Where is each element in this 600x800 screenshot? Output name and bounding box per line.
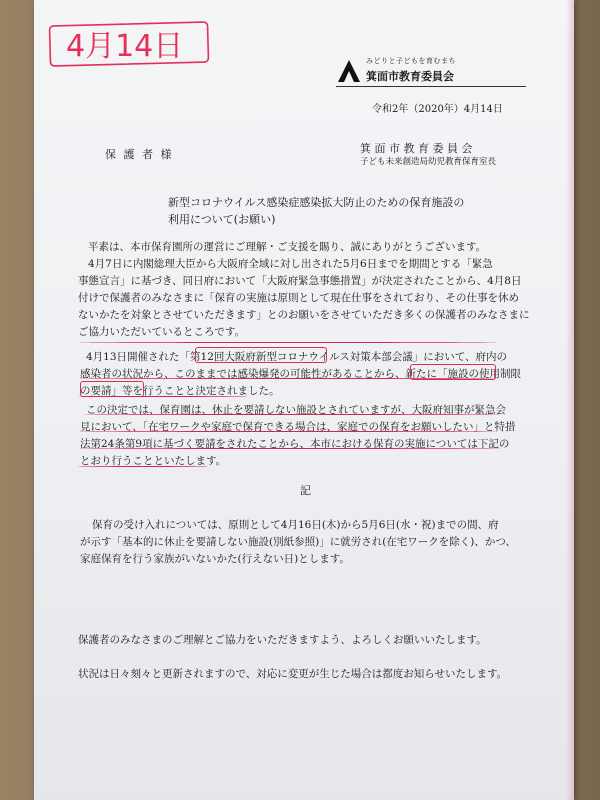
marker-underline [82,414,502,415]
handwritten-date-text: 4月14日 [66,29,184,64]
paragraph-2-line: 4月7日に内閣総理大臣から大阪府全域に対し出された5月6日までを期間とする「緊急 [88,258,493,270]
paragraph-3-line: 4月13日開催された「第12回大阪府新型コロナウイルス対策本部会議」において、府内の [86,351,508,363]
paragraph-5-line: 家庭保育を行う家族がいないかた(行えない日)とします。 [80,553,350,565]
paragraph-4-line: とおり行うことといたします。 [80,455,227,467]
paragraph-4-line: 法第24条第9項に基づく要請をされたことから、本市における保育の実施については下記の [80,438,510,450]
paragraph-4-line: この決定では、保育園は、休止を要請しない施設とされていますが、大阪府知事が緊急会 [86,404,506,416]
highlight-box [80,381,144,397]
paragraph-2-line: 付けで保護者のみなさまに「保育の実施は原則として現在仕事をされており、その仕事を休め [78,292,519,304]
logo-rule [336,86,526,87]
ki-heading: 記 [300,484,311,497]
doc-title-line-1: 新型コロナウイルス感染症感染拡大防止のための保育施設の [168,196,465,209]
paper-edge [566,0,574,800]
sender-dept: 子ども未来創造局幼児教育保育室長 [360,157,497,167]
marker-underline [78,378,498,379]
paragraph-2-line: 事態宣言」に基づき、同日府において「大阪府緊急事態措置」が決定されたことから、4月8日 [78,275,522,287]
closing-notice: 状況は日々刻々と更新されますので、対応に変更が生じた場合は都度お知らせいたします。 [78,668,508,680]
paragraph-greeting: 平素は、本市保育園所の運営にご理解・ご支援を賜り、誠にありがとうございます。 [88,241,487,253]
marker-underline [78,342,498,343]
paragraph-5-line: 保育の受け入れについては、原則として4月16日(木)から5月6日(水・祝)までの間、府 [92,519,499,531]
logo-name: 箕面市教育委員会 [366,70,454,83]
marker-underline [78,448,502,449]
doc-title-line-2: 利用について(お願い) [168,213,276,226]
marker-underline [78,466,208,467]
highlight-box [195,347,327,363]
marker-underline [78,431,498,432]
handwritten-date-box [44,18,214,68]
paragraph-5-line: が示す「基本的に休止を要請しない施設(別紙参照)」に就労され(在宅ワークを除く)、かつ、 [80,536,516,548]
city-emblem-icon [336,58,362,84]
logo [336,56,526,86]
closing-request: 保護者のみなさまのご理解とご協力をいただきますよう、よろしくお願いいたします。 [78,634,487,646]
paragraph-2-line: ご協力いただいているところです。 [78,326,246,338]
paragraph-3-line: 感染者の状況から、このままでは感染爆発の可能性があることから、新たに「施設の使用制限 [80,368,521,380]
paragraph-4-line: 見において、「在宅ワークや家庭で保育できる場合は、家庭での保育をお願いしたい」と特措 [80,421,516,433]
recipient: 保 護 者 様 [105,148,174,161]
logo-tagline: みどりと子どもを育むまち [366,57,456,65]
sender-org: 箕 面 市 教 育 委 員 会 [360,142,473,155]
paragraph-2-line: ないかたを対象とさせていただきます」とのお願いをさせていただき多くの保護者のみなさまに [78,309,530,321]
marker-underline [78,396,248,397]
paragraph-3-line: の要請」等を行うことと決定されました。 [80,385,280,397]
document-date: 令和2年（2020年）4月14日 [372,104,503,115]
